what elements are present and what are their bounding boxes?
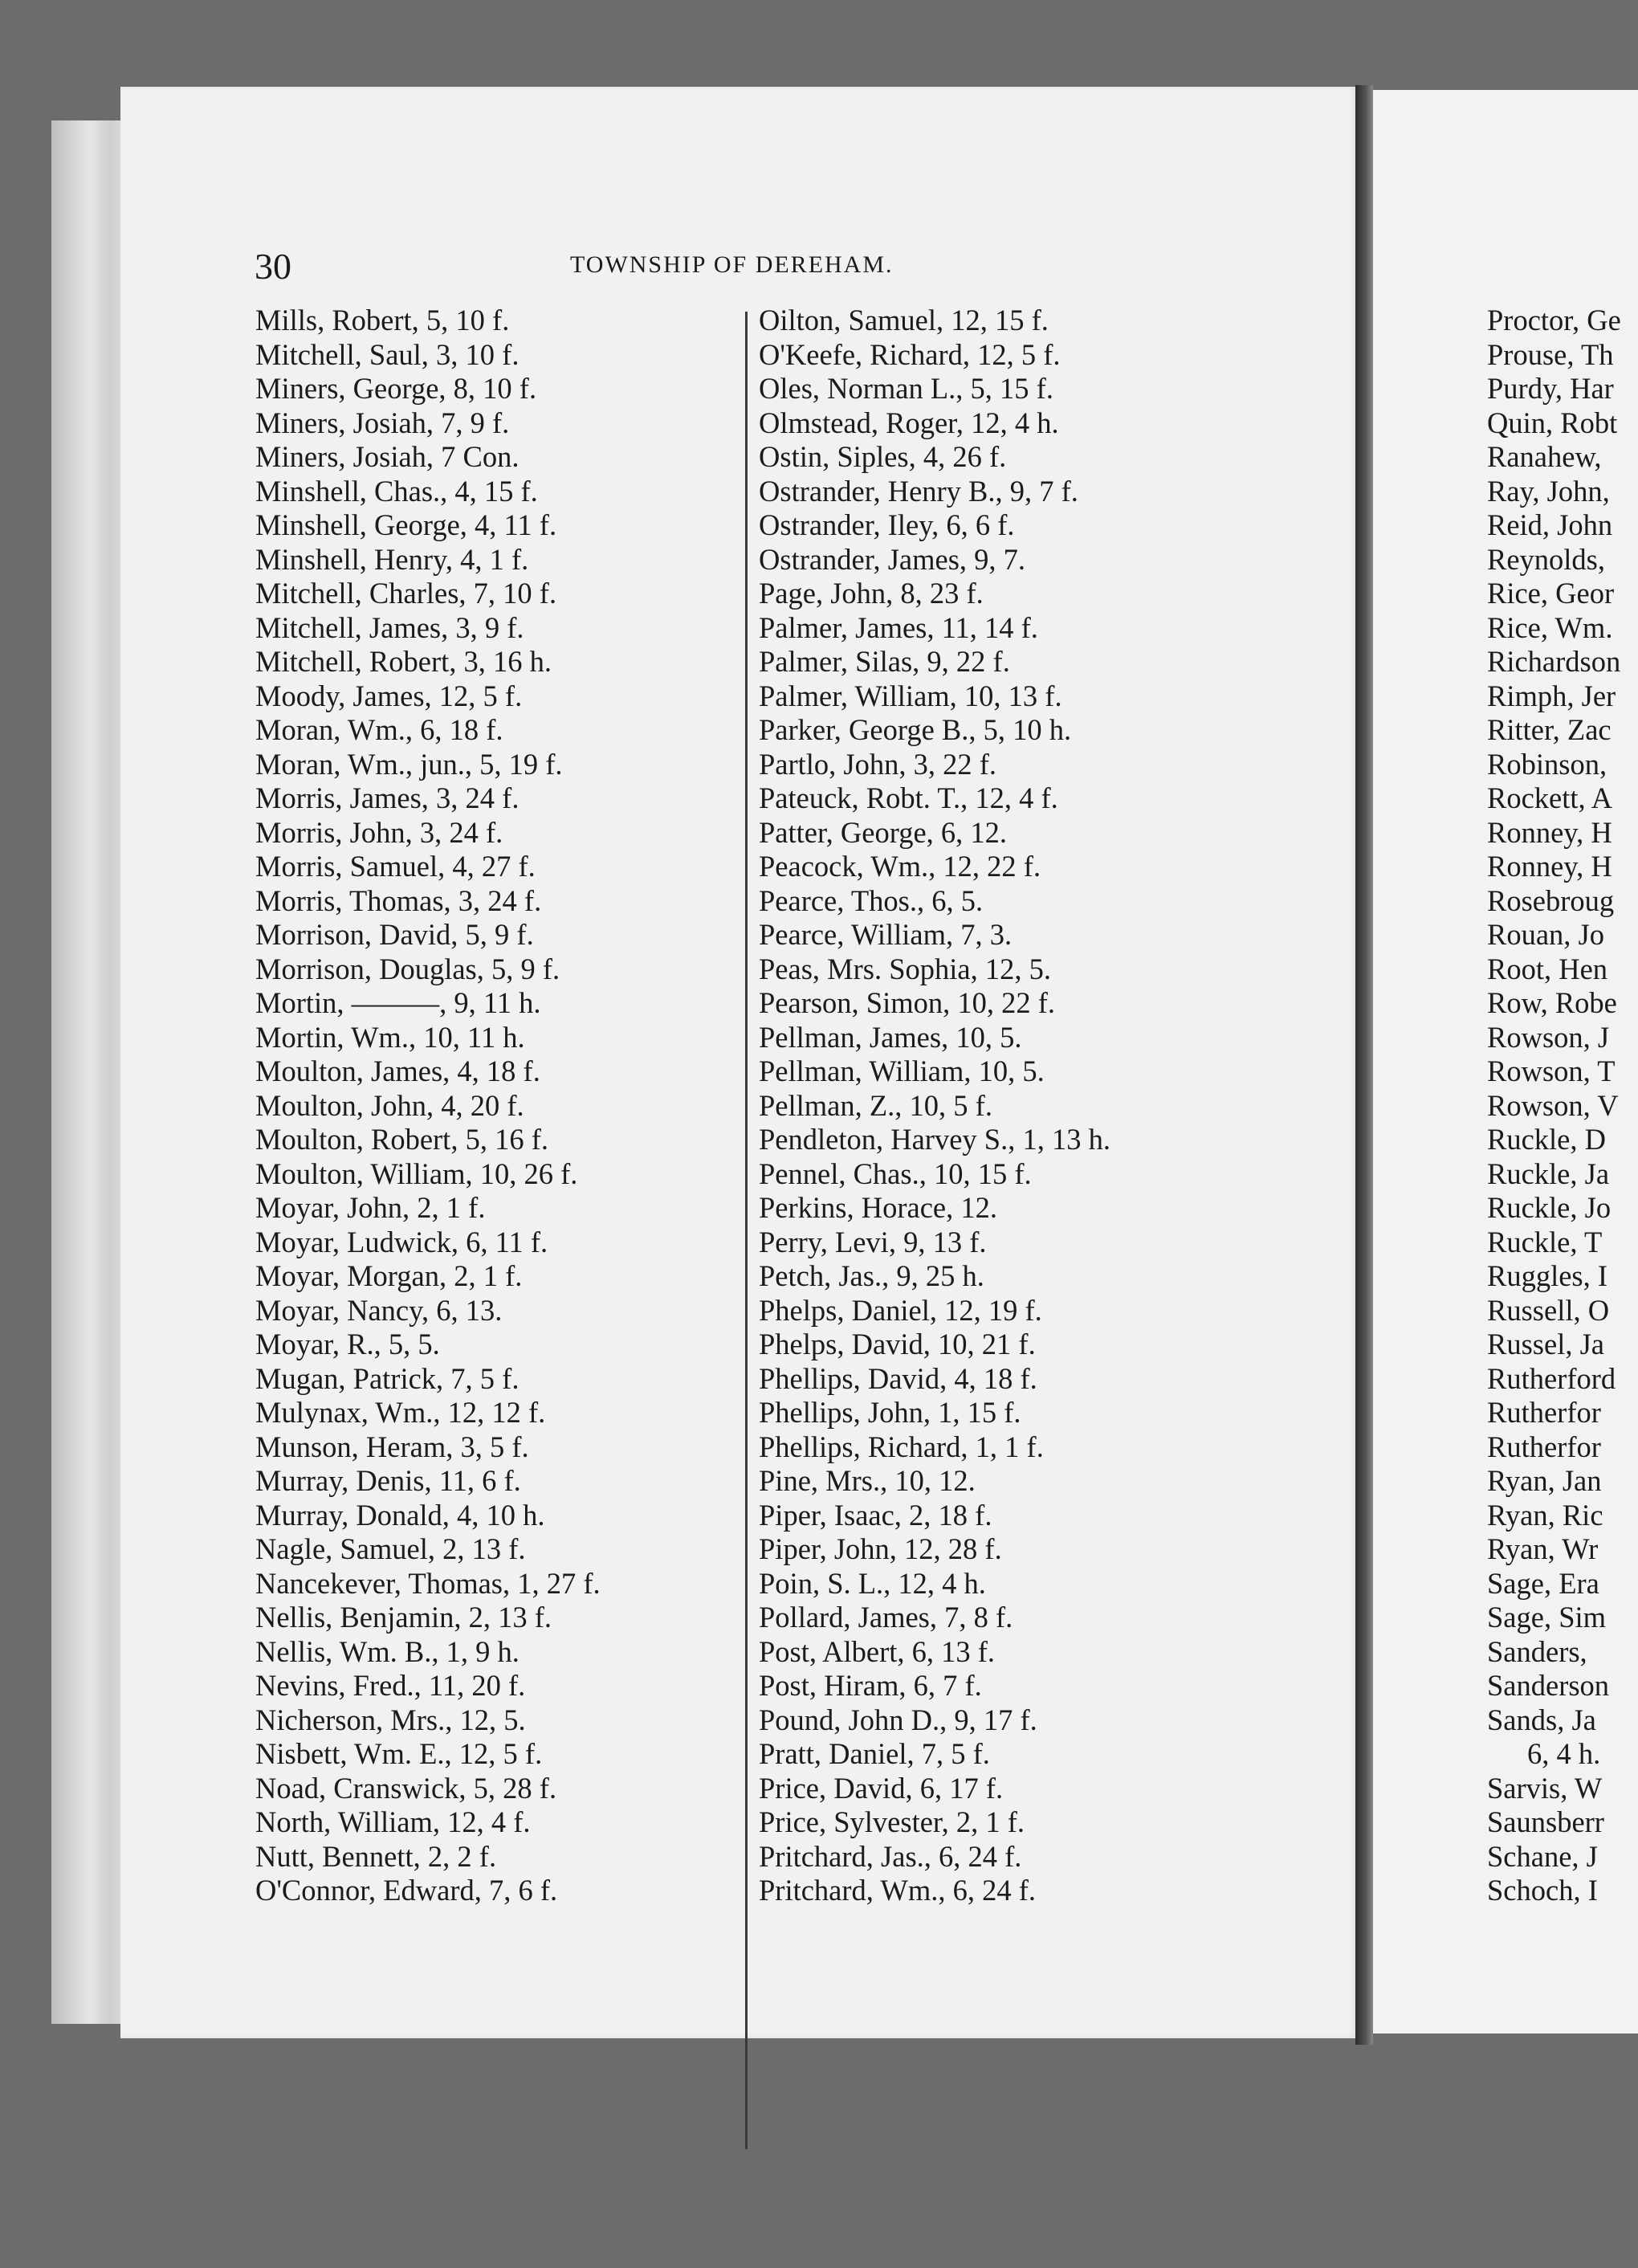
directory-entry: Minshell, Henry, 4, 1 f. (255, 542, 529, 576)
directory-entry: Murray, Denis, 11, 6 f. (255, 1464, 521, 1497)
directory-entry: Rimph, Jer (1487, 679, 1616, 712)
directory-entry: Morris, Thomas, 3, 24 f. (255, 883, 542, 917)
directory-entry: Pine, Mrs., 10, 12. (759, 1464, 976, 1497)
directory-entry: Pritchard, Jas., 6, 24 f. (759, 1839, 1022, 1873)
directory-entry: Ronney, H (1487, 850, 1612, 883)
directory-entry: Morris, James, 3, 24 f. (255, 781, 520, 814)
directory-entry: Ruggles, I (1487, 1259, 1608, 1292)
directory-entry: Nicherson, Mrs., 12, 5. (255, 1703, 526, 1736)
directory-entry: Pendleton, Harvey S., 1, 13 h. (759, 1123, 1110, 1156)
directory-entry: Moulton, Robert, 5, 16 f. (255, 1123, 548, 1156)
directory-entry: Rowson, T (1487, 1054, 1616, 1087)
directory-entry: Mitchell, Saul, 3, 10 f. (255, 337, 520, 371)
directory-entry: Nancekever, Thomas, 1, 27 f. (255, 1566, 601, 1600)
directory-entry: Robinson, (1487, 747, 1607, 781)
directory-entry: Pratt, Daniel, 7, 5 f. (759, 1737, 990, 1770)
directory-entry: Root, Hen (1487, 952, 1608, 985)
directory-entry: O'Keefe, Richard, 12, 5 f. (759, 337, 1061, 371)
directory-entry: Moulton, William, 10, 26 f. (255, 1156, 578, 1190)
directory-entry: Munson, Heram, 3, 5 f. (255, 1430, 529, 1463)
directory-entry: Peas, Mrs. Sophia, 12, 5. (759, 952, 1051, 985)
directory-entry: Russell, O (1487, 1293, 1610, 1327)
directory-entry: Nellis, Wm. B., 1, 9 h. (255, 1634, 520, 1668)
directory-entry: Price, Sylvester, 2, 1 f. (759, 1805, 1025, 1838)
directory-entry: Phellips, John, 1, 15 f. (759, 1396, 1021, 1429)
directory-entry: Pound, John D., 9, 17 f. (759, 1703, 1037, 1736)
directory-entry: Pennel, Chas., 10, 15 f. (759, 1156, 1032, 1190)
directory-entry: Richardson (1487, 645, 1621, 678)
directory-entry: Nagle, Samuel, 2, 13 f. (255, 1532, 526, 1565)
directory-column-1 (255, 304, 721, 1908)
directory-entry: Pearson, Simon, 10, 22 f. (759, 986, 1056, 1019)
directory-entry: Quin, Robt (1487, 406, 1618, 439)
book-gutter (1355, 85, 1373, 2045)
directory-entry: Miners, Josiah, 7, 9 f. (255, 406, 510, 439)
directory-entry: Ostrander, Iley, 6, 6 f. (759, 508, 1015, 541)
directory-entry: Post, Hiram, 6, 7 f. (759, 1669, 982, 1702)
directory-entry: Nutt, Bennett, 2, 2 f. (255, 1839, 497, 1873)
directory-entry: Piper, John, 12, 28 f. (759, 1532, 1002, 1565)
directory-entry: Reynolds, (1487, 542, 1606, 576)
directory-entry: Schoch, I (1487, 1874, 1598, 1907)
directory-entry: Minshell, Chas., 4, 15 f. (255, 474, 538, 508)
directory-entry: Pollard, James, 7, 8 f. (759, 1601, 1013, 1634)
directory-entry: Patter, George, 6, 12. (759, 815, 1008, 849)
directory-entry: Russel, Ja (1487, 1328, 1604, 1360)
directory-entry: Rutherfor (1487, 1430, 1601, 1463)
directory-entry: Mulynax, Wm., 12, 12 f. (255, 1396, 546, 1429)
directory-entry: Murray, Donald, 4, 10 h. (255, 1498, 545, 1532)
directory-entry: Moyar, Ludwick, 6, 11 f. (255, 1225, 548, 1258)
directory-entry: Rice, Geor (1487, 577, 1615, 610)
directory-entry: Rosebroug (1487, 883, 1615, 917)
directory-entry: Moran, Wm., jun., 5, 19 f. (255, 747, 563, 781)
directory-entry: Sands, Ja (1487, 1703, 1596, 1736)
directory-entry: Purdy, Har (1487, 372, 1614, 405)
directory-entry: Moyar, Nancy, 6, 13. (255, 1293, 503, 1327)
directory-entry: Phelps, Daniel, 12, 19 f. (759, 1293, 1042, 1327)
directory-entry: Palmer, Silas, 9, 22 f. (759, 645, 1010, 678)
directory-entry: Palmer, William, 10, 13 f. (759, 679, 1062, 712)
directory-entry: Ostin, Siples, 4, 26 f. (759, 440, 1007, 473)
directory-entry: Sanders, (1487, 1634, 1587, 1668)
directory-entry: Oilton, Samuel, 12, 15 f. (759, 304, 1049, 337)
directory-entry: Rice, Wm. (1487, 610, 1613, 644)
directory-entry: Proctor, Ge (1487, 304, 1621, 337)
directory-entry: Moody, James, 12, 5 f. (255, 679, 523, 712)
directory-entry: Petch, Jas., 9, 25 h. (759, 1259, 984, 1292)
directory-entry: Moulton, John, 4, 20 f. (255, 1088, 524, 1122)
directory-entry: Pellman, Z., 10, 5 f. (759, 1088, 992, 1122)
directory-entry: Post, Albert, 6, 13 f. (759, 1634, 996, 1668)
directory-entry: Row, Robe (1487, 986, 1617, 1019)
directory-entry: Ostrander, Henry B., 9, 7 f. (759, 474, 1078, 508)
directory-entry: Phellips, Richard, 1, 1 f. (759, 1430, 1044, 1463)
directory-entry: Morris, John, 3, 24 f. (255, 815, 503, 849)
column-rule (745, 312, 748, 2149)
directory-entry: Price, David, 6, 17 f. (759, 1771, 1004, 1805)
directory-entry: Peacock, Wm., 12, 22 f. (759, 850, 1041, 883)
directory-entry: Pateuck, Robt. T., 12, 4 f. (759, 781, 1058, 814)
directory-entry: Ray, John, (1487, 474, 1610, 508)
directory-entry: Pritchard, Wm., 6, 24 f. (759, 1874, 1037, 1907)
directory-entry: Noad, Cranswick, 5, 28 f. (255, 1771, 557, 1805)
directory-entry: Mugan, Patrick, 7, 5 f. (255, 1361, 520, 1395)
directory-entry: Ritter, Zac (1487, 713, 1612, 746)
directory-column-3 (1487, 304, 1638, 1908)
directory-entry: Sanderson (1487, 1669, 1610, 1702)
directory-entry: Moulton, James, 4, 18 f. (255, 1054, 540, 1087)
directory-entry: Mitchell, Robert, 3, 16 h. (255, 645, 552, 678)
directory-entry: Reid, John (1487, 508, 1613, 541)
directory-entry: Prouse, Th (1487, 337, 1614, 371)
directory-entry: O'Connor, Edward, 7, 6 f. (255, 1874, 558, 1907)
directory-entry: Perkins, Horace, 12. (759, 1191, 997, 1224)
directory-entry: Sarvis, W (1487, 1771, 1603, 1805)
directory-entry: Phellips, David, 4, 18 f. (759, 1361, 1037, 1395)
directory-entry: Ryan, Wr (1487, 1532, 1599, 1565)
directory-entry: Mitchell, Charles, 7, 10 f. (255, 577, 557, 610)
directory-entry: Moyar, John, 2, 1 f. (255, 1191, 486, 1224)
directory-entry: Perry, Levi, 9, 13 f. (759, 1225, 987, 1258)
directory-entry: Mortin, ———, 9, 11 h. (255, 986, 541, 1019)
directory-entry: Oles, Norman L., 5, 15 f. (759, 372, 1053, 405)
running-head: TOWNSHIP OF DEREHAM. (570, 251, 894, 278)
directory-entry: Rockett, A (1487, 781, 1613, 814)
directory-entry: Minshell, George, 4, 11 f. (255, 508, 557, 541)
directory-entry: 6, 4 h. (1527, 1737, 1601, 1770)
directory-entry: Ruckle, T (1487, 1225, 1603, 1258)
directory-entry: Mitchell, James, 3, 9 f. (255, 610, 524, 644)
directory-entry: Page, John, 8, 23 f. (759, 577, 984, 610)
directory-entry: Miners, Josiah, 7 Con. (255, 440, 520, 473)
directory-entry: Rouan, Jo (1487, 918, 1604, 951)
directory-entry: Rowson, V (1487, 1088, 1619, 1122)
directory-entry: Sage, Era (1487, 1566, 1599, 1600)
directory-entry: Nisbett, Wm. E., 12, 5 f. (255, 1737, 543, 1770)
directory-entry: Piper, Isaac, 2, 18 f. (759, 1498, 992, 1532)
directory-entry: Ostrander, James, 9, 7. (759, 542, 1026, 576)
directory-entry: Moyar, Morgan, 2, 1 f. (255, 1259, 523, 1292)
directory-entry: Schane, J (1487, 1839, 1598, 1873)
directory-entry: Mills, Robert, 5, 10 f. (255, 304, 510, 337)
page-number: 30 (255, 246, 291, 287)
directory-entry: Morrison, David, 5, 9 f. (255, 918, 534, 951)
directory-entry: Pellman, James, 10, 5. (759, 1020, 1022, 1054)
directory-entry: Poin, S. L., 12, 4 h. (759, 1566, 986, 1600)
directory-entry: Nevins, Fred., 11, 20 f. (255, 1669, 526, 1702)
directory-entry: Palmer, James, 11, 14 f. (759, 610, 1038, 644)
directory-entry: Saunsberr (1487, 1805, 1604, 1838)
directory-entry: Morrison, Douglas, 5, 9 f. (255, 952, 560, 985)
directory-entry: Ryan, Jan (1487, 1464, 1602, 1497)
directory-entry: North, William, 12, 4 f. (255, 1805, 531, 1838)
directory-entry: Parker, George B., 5, 10 h. (759, 713, 1072, 746)
directory-entry: Ruckle, D (1487, 1123, 1606, 1156)
directory-entry: Pearce, William, 7, 3. (759, 918, 1013, 951)
directory-entry: Pellman, William, 10, 5. (759, 1054, 1045, 1087)
directory-entry: Moyar, R., 5, 5. (255, 1328, 440, 1360)
directory-entry: Rutherfor (1487, 1396, 1601, 1429)
directory-entry: Phelps, David, 10, 21 f. (759, 1328, 1036, 1360)
directory-entry: Olmstead, Roger, 12, 4 h. (759, 406, 1059, 439)
directory-entry: Sage, Sim (1487, 1601, 1607, 1634)
directory-entry: Ryan, Ric (1487, 1498, 1603, 1532)
directory-entry: Ronney, H (1487, 815, 1612, 849)
directory-entry: Rowson, J (1487, 1020, 1610, 1054)
directory-entry: Mortin, Wm., 10, 11 h. (255, 1020, 525, 1054)
directory-entry: Pearce, Thos., 6, 5. (759, 883, 984, 917)
directory-entry: Ranahew, (1487, 440, 1602, 473)
directory-entry: Partlo, John, 3, 22 f. (759, 747, 997, 781)
directory-entry: Ruckle, Ja (1487, 1156, 1610, 1190)
directory-entry: Ruckle, Jo (1487, 1191, 1612, 1224)
directory-entry: Morris, Samuel, 4, 27 f. (255, 850, 536, 883)
directory-entry: Moran, Wm., 6, 18 f. (255, 713, 503, 746)
directory-column-2 (759, 304, 1224, 1908)
directory-entry: Nellis, Benjamin, 2, 13 f. (255, 1601, 552, 1634)
directory-entry: Rutherford (1487, 1361, 1616, 1395)
directory-entry: Miners, George, 8, 10 f. (255, 372, 537, 405)
